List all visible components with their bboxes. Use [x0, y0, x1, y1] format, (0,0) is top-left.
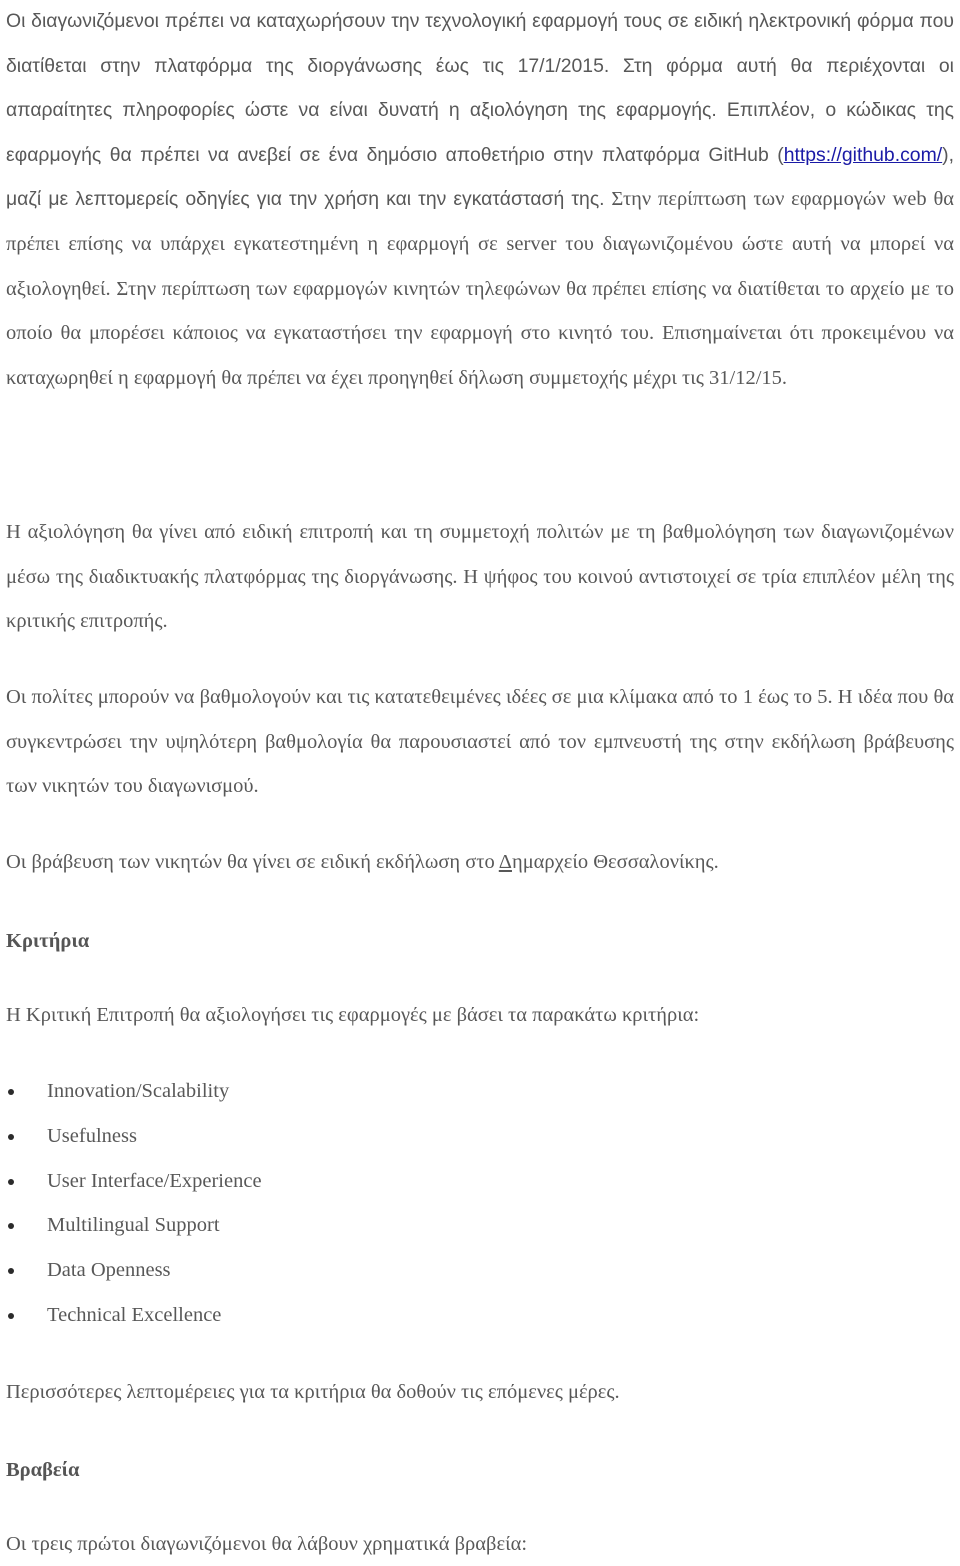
criteria-item-label: Usefulness [47, 1124, 137, 1147]
criteria-list-item [0, 1114, 262, 1159]
bullet-icon [8, 1313, 14, 1319]
criteria-list-item [0, 1293, 262, 1338]
criteria-list-item [0, 1159, 262, 1204]
award-ceremony-paragraph [6, 840, 719, 884]
criteria-item-label: Multilingual Support [47, 1214, 220, 1237]
criteria-item-label: User Interface/Experience [47, 1169, 262, 1192]
criteria-list-item [0, 1069, 262, 1114]
awards-intro: Οι τρεις πρώτοι διαγωνιζόμενοι θα λάβουν χρηματικά βραβεία: [6, 1533, 528, 1555]
public-voting-paragraph: Οι πολίτες μπορούν να βαθμολογούν και τις κατατεθειμένες ιδέες σε μια κλίμακα από το 1 έως το 5. Η ιδέα που θα συγκεντρώσει την υψηλότερη βαθμολογία θα παρουσιαστεί από τον εμπνευστή της στην εκδήλωση βράβευσης των νικητών του διαγωνισμού. [6, 686, 954, 797]
bullet-icon [8, 1134, 14, 1140]
criteria-item-label: Data Openness [47, 1259, 171, 1282]
submission-text-2: ), μαζί με λεπτομερείς οδηγίες για την χρήση και την εγκατάστασή της. [6, 143, 954, 211]
criteria-list [0, 1069, 262, 1338]
criteria-item-label: Technical Excellence [47, 1303, 222, 1326]
criteria-list-item [0, 1248, 262, 1293]
bullet-icon [8, 1179, 14, 1185]
submission-paragraph [6, 0, 954, 400]
submission-text-3: Στην περίπτωση των εφαρμογών web θα πρέπει επίσης να υπάρχει εγκατεστημένη η εφαρμογή σε server του διαγωνιζομένου ώστε αυτή να μπορεί να αξιολογηθεί. Στην περίπτωση των εφαρμογών κινητών τηλεφώνων θα πρέπει επίσης να διατίθεται το αρχείο με το οποίο θα μπορέσει κάποιος να εγκαταστήσει την εφαρμογή στο κινητό του. Επισημαίνεται ότι προκειμένου να καταχωρηθεί η εφαρμογή θα πρέπει να έχει προηγηθεί δήλωση συμμετοχής μέχρι τις 31/12/15. [6, 188, 955, 389]
awards-heading: Βραβεία [6, 1459, 80, 1481]
award-ceremony-text-before: Οι βράβευση των νικητών θα γίνει σε ειδική εκδήλωση στο [6, 851, 499, 873]
submission-text-1: Οι διαγωνιζόμενοι πρέπει να καταχωρήσουν την τεχνολογική εφαρμογή τους σε ειδική ηλεκτρονική φόρμα που διατίθεται στην πλατφόρμα της διοργάνωσης έως τις 17/1/2015. Στη φόρμα αυτή θα περιέχονται οι απαραίτητες πληροφορίες ώστε να είναι δυνατή η αξιολόγηση της εφαρμογής. Επιπλέον, ο κώδικας της εφαρμογής θα πρέπει να ανεβεί σε ένα δημόσιο αποθετήριο στην πλατφόρμα GitHub ( [6, 10, 954, 166]
bullet-icon [8, 1268, 14, 1274]
bullet-icon [8, 1089, 14, 1095]
evaluation-paragraph: Η αξιολόγηση θα γίνει από ειδική επιτροπή και τη συμμετοχή πολιτών με τη βαθμολόγηση των διαγωνιζομένων μέσω της διαδικτυακής πλατφόρμας της διοργάνωσης. Η ψήφος του κοινού αντιστοιχεί σε τρία επιπλέον μέλη της κριτικής επιτροπής. [6, 521, 954, 632]
bullet-icon [8, 1223, 14, 1229]
criteria-item-label: Innovation/Scalability [47, 1080, 230, 1102]
criteria-list-item [0, 1203, 262, 1248]
github-link[interactable]: https://github.com/ [783, 143, 943, 166]
criteria-intro: Η Κριτική Επιτροπή θα αξιολογήσει τις εφαρμογές με βάσει τα παρακάτω κριτήρια: [6, 1004, 700, 1026]
criteria-note: Περισσότερες λεπτομέρειες για τα κριτήρια θα δοθούν τις επόμενες μέρες. [6, 1381, 620, 1403]
award-ceremony-text-after: ημαρχείο Θεσσαλονίκης. [511, 851, 719, 873]
award-ceremony-text-underlined: Δ [498, 851, 512, 873]
criteria-heading: Κριτήρια [6, 930, 90, 952]
